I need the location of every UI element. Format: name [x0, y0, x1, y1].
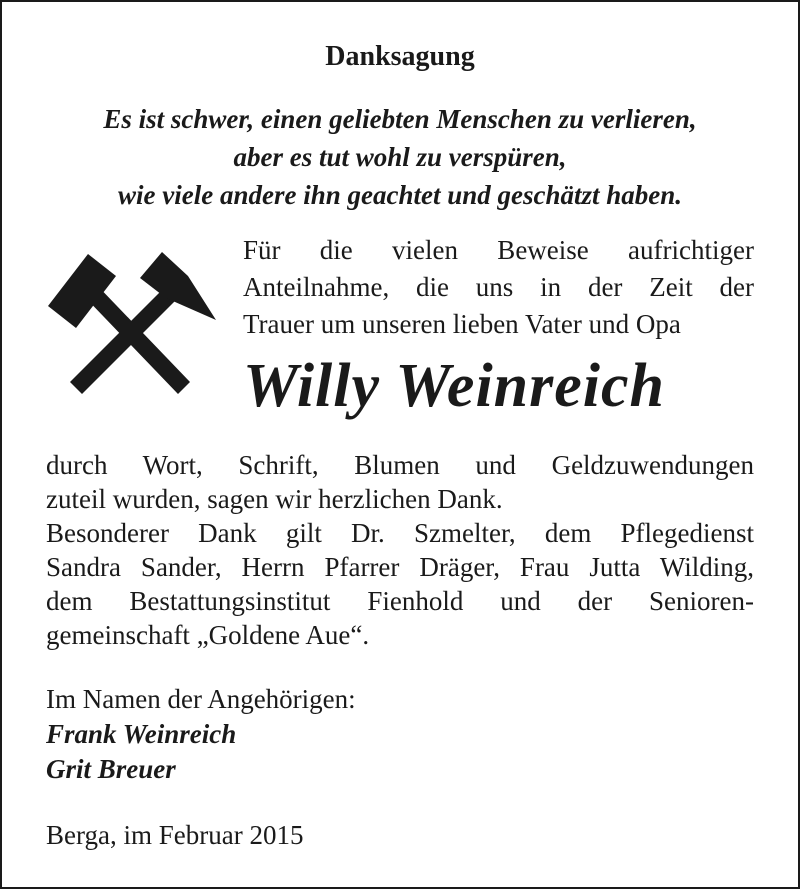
- body-line: Besonderer Dank gilt Dr. Szmelter, dem Pflegedienst: [46, 518, 754, 548]
- signer-name: Frank Weinreich: [46, 719, 237, 749]
- signer-name: Grit Breuer: [46, 754, 176, 784]
- body-line: dem Bestattungsinstitut Fienhold und der Senioren-: [46, 586, 754, 616]
- deceased-name: Willy Weinreich: [243, 352, 666, 420]
- body-line: durch Wort, Schrift, Blumen und Geldzuwendungen: [46, 450, 754, 480]
- hammer-and-pick-icon: [40, 240, 220, 400]
- body-line: Sandra Sander, Herrn Pfarrer Dräger, Frau Jutta Wilding,: [46, 552, 754, 582]
- body-line: zuteil wurden, sagen wir herzlichen Dank.: [46, 484, 503, 514]
- signature-block: [46, 682, 754, 787]
- motto-line: Es ist schwer, einen geliebten Menschen zu verlieren,: [103, 104, 697, 134]
- thanks-paragraph: [46, 448, 754, 652]
- notice-heading: Danksagung: [325, 41, 475, 72]
- intro-paragraph: [243, 232, 754, 343]
- body-line: gemeinschaft „Goldene Aue“.: [46, 620, 370, 650]
- intro-line: Anteilnahme, die uns in der Zeit der: [243, 272, 754, 302]
- place-and-date: Berga, im Februar 2015: [46, 820, 304, 850]
- signature-label: Im Namen der Angehörigen:: [46, 684, 356, 714]
- motto-line: aber es tut wohl zu verspüren,: [233, 142, 567, 172]
- motto-quote: [2, 100, 798, 214]
- intro-line: Für die vielen Beweise aufrichtiger: [243, 235, 754, 265]
- intro-line: Trauer um unseren lieben Vater und Opa: [243, 309, 681, 339]
- motto-line: wie viele andere ihn geachtet und geschätzt haben.: [118, 180, 682, 210]
